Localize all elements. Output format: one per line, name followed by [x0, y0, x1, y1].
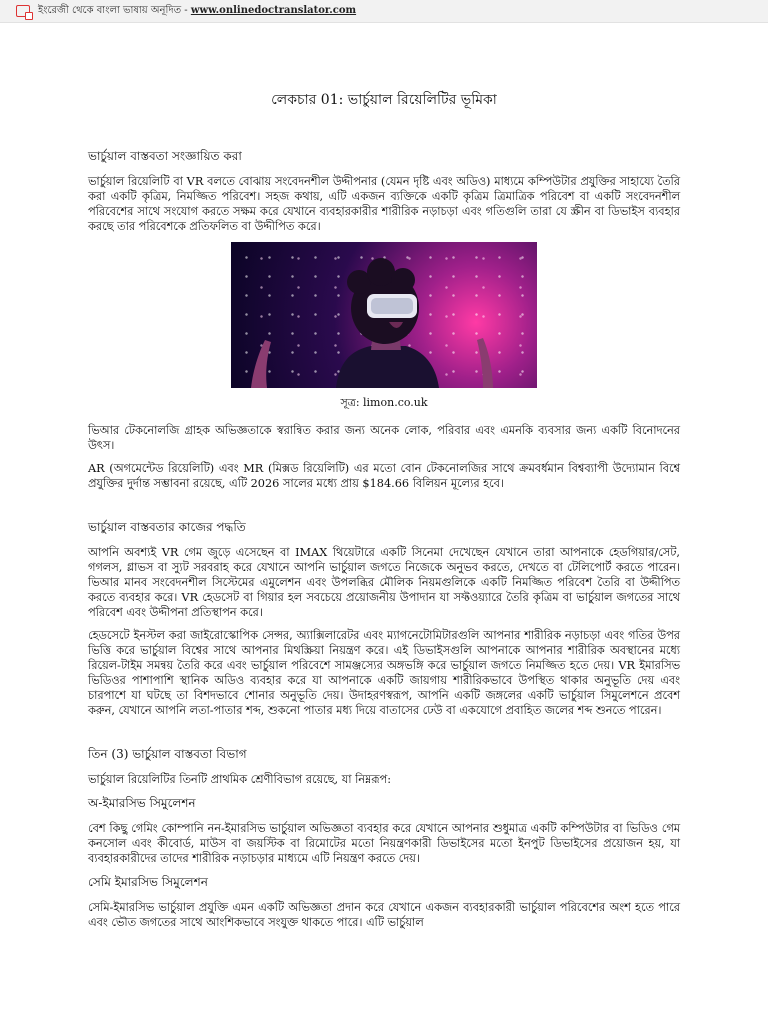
translator-link[interactable]: www.onlinedoctranslator.com — [190, 4, 357, 16]
document-page — [88, 88, 680, 938]
translator-bar — [0, 0, 768, 23]
paragraph-semi-immersive: সেমি-ইমারসিভ ভার্চুয়াল প্রযুক্তি এমন একটি অভিজ্ঞতা প্রদান করে যেখানে একজন ব্যবহারকারী ভার্চুয়াল পরিবেশের অংশ হতে পারে এবং ভৌত জগতের সাথে আংশিকভাবে সংযুক্ত থাকতে পারে। এটি ভার্চুয়াল — [88, 901, 680, 929]
subheading-semi-immersive: সেমি ইমারসিভ সিমুলেশন — [88, 875, 208, 889]
lecture-title: লেকচার 01: ভার্চুয়াল রিয়েলিটির ভূমিকা — [271, 92, 497, 108]
paragraph-definition: ভার্চুয়াল রিয়েলিটি বা VR বলতে বোঝায় সংবেদনশীল উদ্দীপনার (যেমন দৃষ্টি এবং অডিও) মাধ্যমে কম্পিউটার প্রযুক্তির সাহায্যে তৈরি করা একটি কৃত্রিম, নিমজ্জিত পরিবেশ। সহজ কথায়, এটি একজন ব্যক্তিকে একটি কৃত্রিম ত্রিমাত্রিক পরিবেশ বা একটি সংবেদনশীল পরিবেশের সাথে সংযোগ করতে সক্ষম করে যেখানে ব্যবহারকারীর শারীরিক নড়াচড়া এবং গতিগুলি তারা যে স্ক্রীন বা ডিভাইস ব্যবহার করছে তার পরিবেশকে প্রতিফলিত বা উদ্দীপিত করে। — [88, 175, 680, 233]
image-caption: সূত্র: limon.co.uk — [340, 396, 428, 409]
translator-notice-text: ইংরেজী থেকে বাংলা ভাষায় অনূদিত - — [38, 4, 191, 16]
section-heading-definition: ভার্চুয়াল বাস্তবতা সংজ্ঞায়িত করা — [88, 149, 242, 163]
paragraph-categories-intro: ভার্চুয়াল রিয়েলিটির তিনটি প্রাথমিক শ্রেণীবিভাগ রয়েছে, যা নিম্নরূপ: — [88, 773, 391, 786]
paragraph-entertainment: ভিআর টেকনোলজি গ্রাহক অভিজ্ঞতাকে স্বরান্বিত করার জন্য অনেক লোক, পরিবার এবং এমনকি ব্যবসার জন্য একটি বিনোদনের উৎস। — [88, 424, 680, 452]
subheading-non-immersive: অ-ইমারসিভ সিমুলেশন — [88, 796, 196, 810]
vr-person-illustration — [231, 242, 537, 388]
paragraph-working-2: হেডসেটে ইনস্টল করা জাইরোস্কোপিক সেন্সর, অ্যাক্সিলারেটর এবং ম্যাগনেটোমিটারগুলি আপনার শারীরিক নড়াচড়া এবং গতির উপর ভিত্তি করে ভার্চুয়াল বিশ্বের সাথে আপনার মিথস্ক্রিয়া নিয়ন্ত্রণ করে। এই ডিভাইসগুলি আপনাকে আপনার শারীরিক অবস্থানের মধ্যে রিয়েল-টাইম সমন্বয় তৈরি করে এবং ভার্চুয়াল পরিবেশে সামঞ্জস্যের অঙ্গভঙ্গি করে ভার্চুয়াল জগতে নিমজ্জিত হতে দেয়। VR ইমারসিভ ভিডিওর পাশাপাশি স্থানিক অডিও ব্যবহার করে যা আপনাকে একটি জায়গায় শারীরিকভাবে উপস্থিত থাকার অনুভূতি দেয় এবং চারপাশে যা ঘটছে তা বিশদভাবে শোনার অনুভূতি দেয়। উদাহরণস্বরূপ, আপনি একটি জঙ্গলের একটি ভার্চুয়াল সিমুলেশনে প্রবেশ করুন, যেখানে আপনি লতা-পাতার শব্দ, শুকনো পাতার মধ্য দিয়ে বাতাসের ঢেউ বা একযোগে প্রবাহিত জলের শব্দ শুনতে পারেন। — [88, 629, 680, 717]
paragraph-non-immersive: বেশ কিছু গেমিং কোম্পানি নন-ইমারসিভ ভার্চুয়াল অভিজ্ঞতা ব্যবহার করে যেখানে আপনার শুধুমাত্র একটি কম্পিউটার বা ভিডিও গেম কনসোল এবং কীবোর্ড, মাউস বা জয়স্টিক বা রিমোটের মতো নিয়ন্ত্রণকারী ডিভাইসের মতো ইনপুট ডিভাইসের প্রয়োজন হয়, যা ব্যবহারকারীদের তাদের শারীরিক নড়াচড়ার মাধ্যমে এটি নিয়ন্ত্রণ করতে দেয়। — [88, 822, 680, 865]
section-heading-categories: তিন (3) ভার্চুয়াল বাস্তবতা বিভাগ — [88, 747, 247, 761]
vr-headset-image — [231, 242, 537, 388]
translator-logo-icon — [16, 5, 30, 17]
paragraph-market: AR (অগমেন্টেড রিয়েলিটি) এবং MR (মিক্সড রিয়েলিটি) এর মতো বোন টেকনোলজির সাথে ক্রমবর্ধমান বিশ্বব্যাপী উদ্যোমান বিশ্বে প্রযুক্তির দুর্দান্ত সম্ভাবনা রয়েছে, এটি 2026 সালের মধ্যে প্রায় $184.66 বিলিয়ন মূল্যের হবে। — [88, 462, 680, 490]
section-heading-working: ভার্চুয়াল বাস্তবতার কাজের পদ্ধতি — [88, 520, 246, 534]
paragraph-working-1: আপনি অবশ্যই VR গেম জুড়ে এসেছেন বা IMAX থিয়েটারে একটি সিনেমা দেখেছেন যেখানে তারা আপনাকে হেডগিয়ার/সেট, গগলস, গ্লাভস বা স্যুট সরবরাহ করে যেখানে আপনি ভার্চুয়াল জগতে নিজেকে অনুভব করতে, দেখতে বা টেলিপোর্ট করতে পারেন। ভিআর মানব সংবেদনশীল সিস্টেমের এমুলেশন এবং উপলব্ধির মৌলিক নিয়মগুলিকে একটি নিমজ্জিত পরিবেশ তৈরি বা উদ্দীপিত করতে ব্যবহার করে। VR হেডসেট বা গিয়ার হল সবচেয়ে প্রয়োজনীয় উপাদান যা সফ্টওয়্যারে তৈরি কৃত্রিম বা ভার্চুয়াল জগতের সাথে পরিবেশ এবং উদ্দীপনা প্রতিস্থাপন করে। — [88, 546, 680, 619]
translator-notice — [38, 3, 356, 20]
